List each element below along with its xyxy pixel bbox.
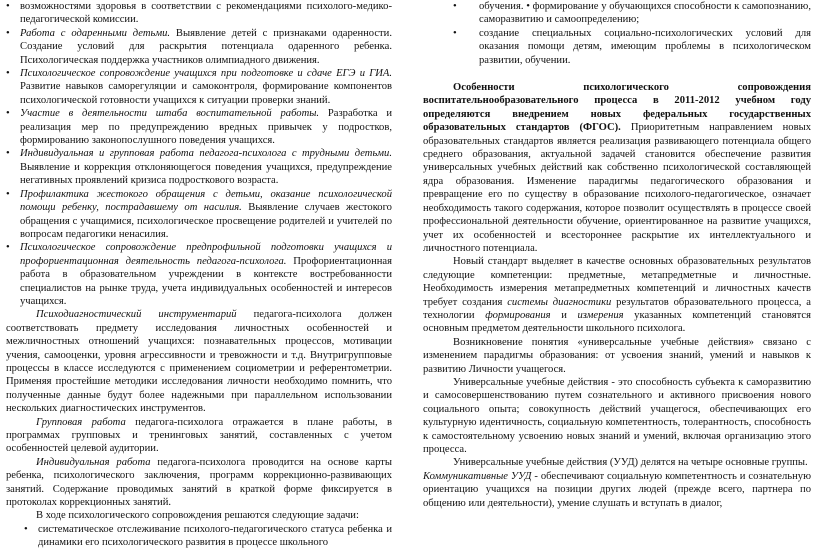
paragraph-uud-definition: Универсальные учебные действия - это способность субъекта к саморазвитию и самосовершенствованию путем сознательного и активного присвоения нового социального опыта; совокупность действий учащегося, обеспечивающих его культурную идентичность, социальную компетентность, толерантность, способность к самостоятельному усвоению новых знаний и умений, включая организацию этого процесса. [423, 376, 811, 455]
paragraph-tasks: В ходе психологического сопровождения решаются следующие задачи: [36, 510, 359, 522]
right-column [423, 0, 811, 510]
list-item: • Индивидуальная и групповая работа педагога-психолога с трудными детьми. Выявление и коррекция отклоняющегося поведения учащихся, предупреждение негативных проявлений кризиса подросткового возраста. [6, 147, 392, 187]
list-item: • Работа с одаренными детьми. Выявление детей с признаками одаренности. Создание условий для раскрытия потенциала одаренного ребенка. Психологическая поддержка участников олимпиадного движения. [6, 27, 392, 67]
paragraph-uud-groups: Универсальные учебные действия (УУД) делятся на четыре основные группы. [453, 457, 808, 469]
item-heading: Психологическое сопровождение предпрофильной подготовки учащихся и профориентационная деятельность педагога-психолога. [20, 242, 392, 267]
item-heading: Участие в деятельности штаба воспитательной работы. [20, 108, 320, 120]
item-heading: Профилактика жестокого обращения с детьми, оказание психологической помощи ребенку, пострадавшему от насилия. [20, 188, 392, 214]
list-item: • обучения. • формирование у обучающихся способности к самопознанию, саморазвитию и самоопределению; [423, 0, 811, 27]
bullet-list-tasks [6, 523, 392, 550]
paragraph-communicative: Коммуникативные УУД - обеспечивают социальную компетентность и сознательную ориентацию учащихся на позиции других людей (прежде всего, партнера по общению или деятельности), умение слушать и вступать в диалог, [423, 470, 812, 509]
list-item: • Психологическое сопровождение учащихся при подготовке и сдаче ЕГЭ и ГИА. Развитие навыков саморегуляции и самоконтроля, формирование компонентов психологической готовности учащихся к ситуации проверки знаний. [6, 67, 392, 107]
paragraph-diagnostics: Психодиагностический инструментарий педагога-психолога должен соответствовать предмету исследования личностных особенностей и межличностных отношений учащихся: познавательных процессов, мотивации учения, самооценки, уровня агрессивности и тревожности и т.д. Внутригрупповые процессы в классе исследуются с применением социометрии и референтометрии. Применяя простейшие методики исследования личности необходимо помнить, что полученные данные будут более надежными при параллельном использовании нескольких диагностических инструментов. [6, 309, 392, 415]
paragraph-competencies: Новый стандарт выделяет в качестве основных образовательных результатов следующие компетенции: предметные, метапредметные и личностные. Необходимость измерения метапредметных компетенций и личностных качеств требует создания системы диагностики результатов образовательного процесса, а технологии формирования и измерения указанных компетенций становятся основным предметом деятельности школьного психолога. [423, 256, 811, 335]
list-item: • систематическое отслеживание психолого-педагогического статуса ребенка и динамики его психологического развития в процессе школьного [24, 523, 392, 550]
paragraph-uud-concept: Возникновение понятия «универсальные учебные действия» связано с изменением парадигмы образования: от усвоения знаний, умений и навыков к развитию Личности учащегося. [423, 336, 811, 375]
section-heading: Особенности психологического сопровождения воспитательнообразовательного процесса в 2011-2012 учебном году определяются внедрением новых федеральных государственных образовательных стандартов (ФГОС). [423, 82, 811, 134]
bullet-list-directions [6, 0, 392, 308]
bullet-list-tasks-continued [423, 0, 811, 67]
list-item: • возможностями здоровья в соответствии с рекомендациями психолого-медико-педагогической комиссии. [6, 0, 392, 27]
item-heading: Работа с одаренными детьми. [20, 27, 171, 39]
paragraph-group-work: Групповая работа педагога-психолога отражается в плане работы, в программах групповых и тренинговых занятий, составленных с учетом особенностей целевой аудитории. [6, 416, 392, 455]
item-heading: Индивидуальная и групповая работа педагога-психолога с трудными детьми. [20, 148, 392, 160]
list-item: • создание специальных социально-психологических условий для оказания помощи детям, имеющим проблемы в психологическом развитии, обучении. [423, 27, 811, 67]
left-column [6, 0, 392, 550]
item-heading: Психологическое сопровождение учащихся при подготовке и сдаче ЕГЭ и ГИА. [20, 68, 392, 80]
list-item: • Участие в деятельности штаба воспитательной работы. Разработка и реализация мер по предупреждению вредных привычек у подростков, формированию законопослушного поведения учащихся. [6, 107, 392, 147]
paragraph-fgos: Особенности психологического сопровождения воспитательнообразовательного процесса в 2011-2012 учебном году определяются внедрением новых федеральных государственных образовательных стандартов (ФГОС). Приоритетным направлением новых образовательных стандартов является реализация развивающего потенциала общего среднего образования, актуальной задачей становится обеспечение развития универсальных учебных действий как собственно психологической составляющей ядра образования. Изменение парадигмы педагогического образования и превращение его по существу в образование психолого-педагогическое, означает необходимость такого содержания, которое позволит осуществлять в процессе своей профессиональной деятельности обучение, ориентированное на развитие учащихся, учет их особенностей и всестороннее раскрытие их интеллектуального и личностного потенциала. [423, 82, 812, 254]
paragraph-individual-work: Индивидуальная работа педагога-психолога проводится на основе карты ребенка, психологического заключения, программ коррекционно-развивающих занятий. Содержание проводимых занятий в краткой форме фиксируется в протоколах коррекционных занятий. [6, 456, 392, 509]
list-item: • Профилактика жестокого обращения с детьми, оказание психологической помощи ребенку, пострадавшему от насилия. Выявление случаев жестокого обращения с учащимися, психологическое просвещение родителей и учителей по вопросам педагогики ненасилия. [6, 188, 392, 242]
list-item: • Психологическое сопровождение предпрофильной подготовки учащихся и профориентационная деятельность педагога-психолога. Профориентационная работа в образовательном учреждении в контексте востребованности специалистов на рынке труда, учета индивидуальных особенностей и интересов учащихся. [6, 241, 392, 308]
